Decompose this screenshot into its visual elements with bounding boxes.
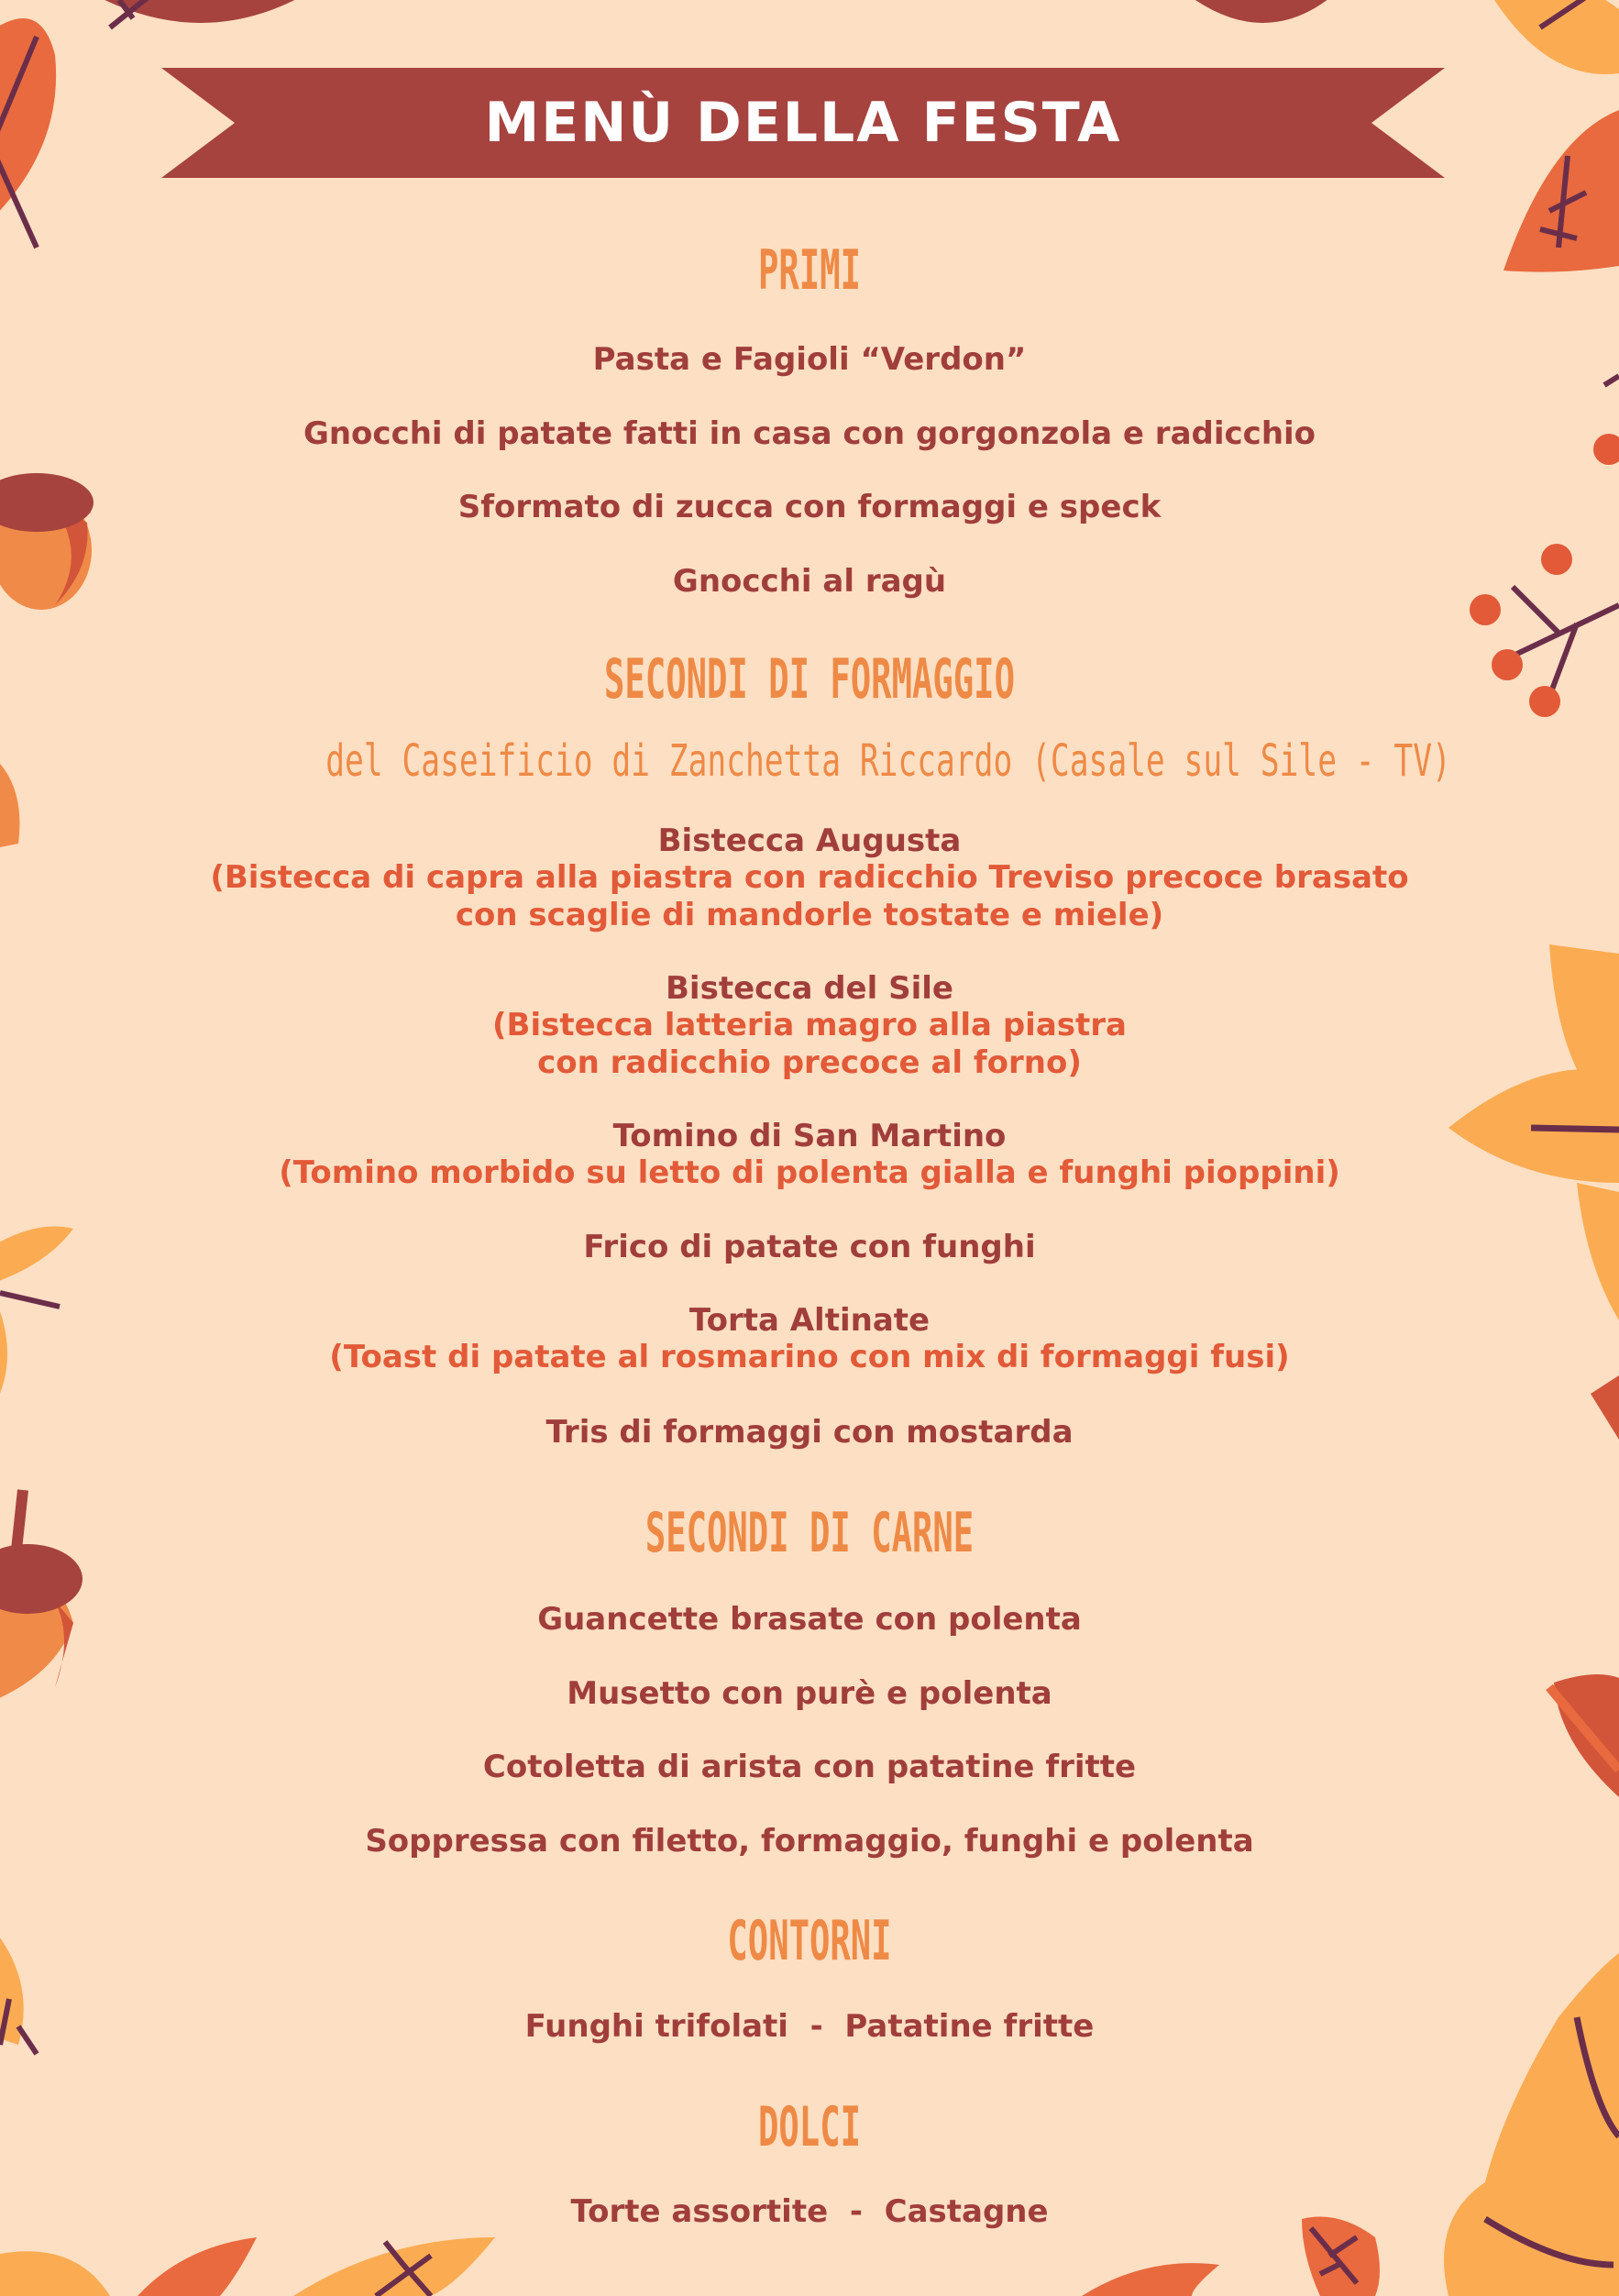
- menu-item: Pasta e Fagioli “Verdon”: [592, 341, 1027, 378]
- menu-item: Torte assortite - Castagne: [570, 2193, 1049, 2230]
- menu-item-description: (Toast di patate al rosmarino con mix di formaggi fusi): [329, 1339, 1290, 1375]
- menu-item: Frico di patate con funghi: [583, 1229, 1036, 1265]
- menu-item: Torta Altinate: [688, 1302, 931, 1339]
- menu-item: Gnocchi al ragù: [672, 563, 947, 600]
- autumn-leaf-icon: [0, 743, 19, 853]
- menu-item: Bistecca Augusta: [657, 822, 962, 859]
- menu-item-description: con radicchio precoce al forno): [537, 1044, 1082, 1081]
- autumn-leaf-icon: [1591, 1375, 1619, 1440]
- page-title: MENÙ DELLA FESTA: [484, 91, 1122, 155]
- section-heading-dolci: DOLCI: [758, 2095, 861, 2159]
- menu-item: Guancette brasate con polenta: [537, 1601, 1082, 1638]
- menu-item-description: (Tomino morbido su letto di polenta gialla e funghi pioppini): [279, 1154, 1340, 1191]
- menu-item: Sformato di zucca con formaggi e speck: [457, 489, 1162, 525]
- section-heading-contorni: CONTORNI: [727, 1909, 892, 1973]
- autumn-leaf-icon: [0, 18, 56, 248]
- autumn-leaf-icon: [1494, 0, 1619, 74]
- menu-item-description: con scaglie di mandorle tostate e miele): [455, 897, 1164, 933]
- section-heading-formaggio: SECONDI DI FORMAGGIO: [604, 647, 1015, 712]
- menu-item: Musetto con purè e polenta: [567, 1675, 1052, 1712]
- section-subtitle-formaggio: del Caseificio di Zanchetta Riccardo (Casale sul Sile - TV): [325, 735, 1451, 787]
- menu-item: Gnocchi di patate fatti in casa con gorgonzola e radicchio: [303, 415, 1316, 452]
- menu-item: Soppressa con filetto, formaggio, funghi e polenta: [365, 1823, 1254, 1860]
- section-heading-carne: SECONDI DI CARNE: [644, 1501, 975, 1565]
- menu-item-description: (Bistecca di capra alla piastra con radicchio Treviso precoce brasato: [210, 859, 1409, 896]
- autumn-leaf-icon: [0, 1227, 73, 1413]
- section-heading-primi: PRIMI: [758, 238, 861, 303]
- menu-item: Bistecca del Sile: [666, 970, 953, 1007]
- menu-item: Tomino di San Martino: [612, 1118, 1007, 1154]
- acorn-icon: [0, 473, 94, 610]
- menu-item: Tris di formaggi con mostarda: [545, 1414, 1074, 1451]
- menu-item: Cotoletta di arista con patatine fritte: [482, 1749, 1137, 1785]
- berry-branch-icon: [1470, 376, 1619, 717]
- menu-item-description: (Bistecca latteria magro alla piastra: [492, 1007, 1127, 1043]
- autumn-leaf-icon: [1549, 1674, 1619, 1797]
- autumn-leaf-icon: [1503, 110, 1619, 272]
- autumn-leaf-icon: [87, 0, 312, 28]
- acorn-icon: [0, 1490, 83, 1705]
- menu-item: Funghi trifolati - Patatine fritte: [524, 2008, 1095, 2045]
- autumn-leaf-icon: [1183, 0, 1338, 23]
